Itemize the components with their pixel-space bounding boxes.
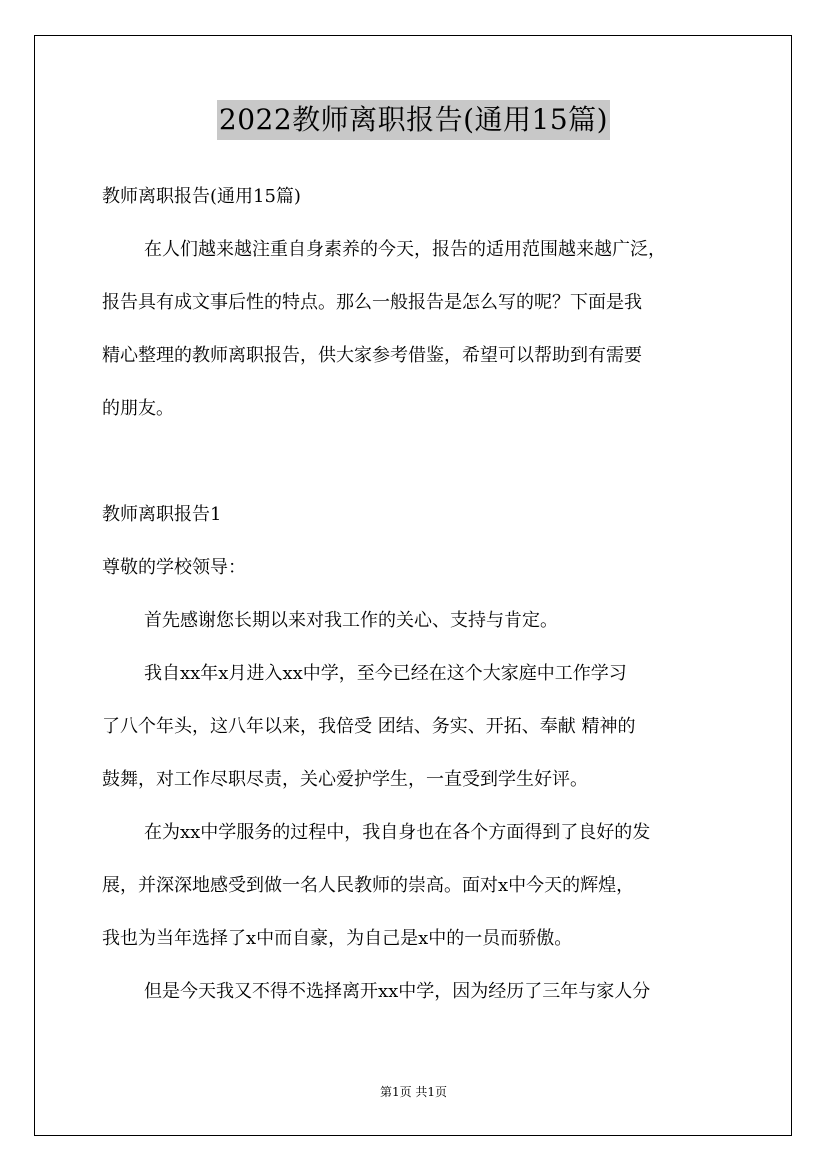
paragraph-line: 了八个年头，这八年以来，我倍受 团结、务实、开拓、奉献 精神的 — [102, 716, 636, 737]
section-heading: 教师离职报告1 — [102, 504, 222, 525]
paragraph-line: 鼓舞，对工作尽职尽责，关心爱护学生，一直受到学生好评。 — [102, 769, 588, 790]
salutation: 尊敬的学校领导： — [102, 557, 246, 578]
blank-line — [102, 435, 727, 488]
paragraph-line: 展，并深深地感受到做一名人民教师的崇高。面对x中今天的辉煌， — [102, 875, 635, 896]
subtitle: 教师离职报告(通用15篇) — [102, 186, 301, 207]
intro-line: 报告具有成文事后性的特点。那么一般报告是怎么写的呢？下面是我 — [102, 292, 642, 313]
paragraph-line: 首先感谢您长期以来对我工作的关心、支持与肯定。 — [144, 610, 558, 631]
title-container — [0, 100, 827, 140]
page-footer: 第1页 共1页 — [379, 1085, 448, 1099]
intro-line: 的朋友。 — [102, 398, 174, 419]
paragraph-line: 我自xx年x月进入xx中学，至今已经在这个大家庭中工作学习 — [144, 663, 627, 684]
paragraph-line: 我也为当年选择了x中而自豪，为自己是x中的一员而骄傲。 — [102, 928, 573, 949]
paragraph-line: 但是今天我又不得不选择离开xx中学，因为经历了三年与家人分 — [144, 981, 651, 1002]
intro-line: 精心整理的教师离职报告，供大家参考借鉴，希望可以帮助到有需要 — [102, 345, 642, 366]
document-title: 2022教师离职报告(通用15篇) — [217, 100, 610, 140]
document-body — [102, 170, 727, 1018]
intro-line: 在人们越来越注重自身素养的今天，报告的适用范围越来越广泛， — [144, 239, 666, 260]
paragraph-line: 在为xx中学服务的过程中，我自身也在各个方面得到了良好的发 — [144, 822, 651, 843]
